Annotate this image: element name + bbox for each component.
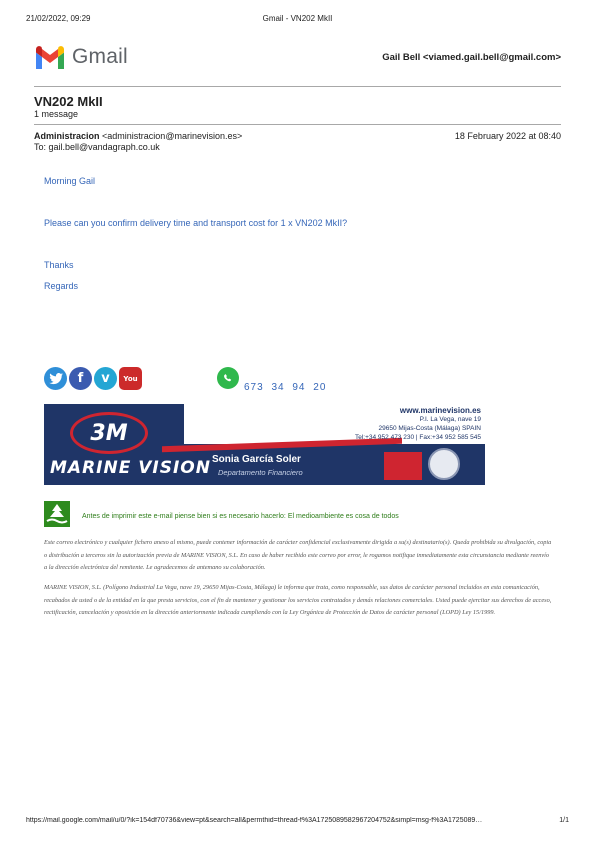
legal-disclaimer: Este correo electrónico y cualquier fichero anexo al mismo, puede contener información de carácter confidencial exclusivamente dirigida a su(s) destinatario(s). Queda prohibida su divulgación, copia o distribución a terceros sin la autorización previa de MARINE VISION, S.L. En caso de haber recibido este correo por error, le rogamos notifique inmediatamente esta circunstancia mediante reenvío a la dirección electrónica del remitente. Le agradecemos de antemano su colaboración. <box>44 539 552 571</box>
signature-person: Sonia García Soler <box>212 454 301 465</box>
body-line: Regards <box>44 281 79 291</box>
company-banner <box>44 404 485 485</box>
whatsapp-icon[interactable] <box>217 367 239 389</box>
address-line: 29650 Mijas-Costa (Málaga) SPAIN <box>378 425 481 432</box>
facebook-icon[interactable]: f <box>69 367 92 390</box>
print-title: Gmail - VN202 MkII <box>262 14 333 23</box>
sender-name: Administracion <box>34 131 100 141</box>
company-name: MARINE VISION <box>50 458 211 478</box>
recipient: To: gail.bell@vandagraph.co.uk <box>34 142 160 152</box>
gmail-m-icon <box>34 45 66 69</box>
message-date: 18 February 2022 at 08:40 <box>454 131 561 141</box>
print-url: https://mail.google.com/mail/u/0/?ik=154df70736&view=pt&search=all&permthid=thread-f%3A1725089582967204752&simpl=msg-f%3A1725089… <box>26 817 483 824</box>
twitter-icon[interactable] <box>44 367 67 390</box>
body-line: Please can you confirm delivery time and transport cost for 1 x VN202 MkII? <box>44 218 348 228</box>
company-url[interactable]: www.marinevision.es <box>399 406 481 415</box>
account-label: Gail Bell <viamed.gail.bell@gmail.com> <box>382 52 561 63</box>
vimeo-icon[interactable]: v <box>94 367 117 390</box>
sender-email: <administracion@marinevision.es> <box>102 131 243 141</box>
social-links <box>44 367 144 390</box>
gmail-wordmark: Gmail <box>72 45 128 68</box>
privacy-notice: MARINE VISION, S.L. (Polígono Industrial La Vega, nave 19, 29650 Mijas-Costa, Málaga) le informa que trata, como responsable, sus datos de carácter personal incluidos en esta comunicación, recabados de usted o de la entidad en la que presta servicios, con el fin de mantener y gestionar los servicios contratados y demás relaciones comerciales. Usted puede ejercitar sus derechos de acceso, rectificación, cancelación y oposición en la dirección anteriormente indicada cumpliendo con la Ley Orgánica de Protección de Datos de carácter personal (LOPD) Ley 15/1999. <box>44 584 552 616</box>
phone-number: 673 34 94 20 <box>244 382 327 393</box>
divider <box>34 86 561 87</box>
certification-seal <box>428 448 460 480</box>
thread-subject: VN202 MkII <box>34 94 103 109</box>
company-contact <box>355 406 481 442</box>
company-logo: 3M <box>70 412 148 454</box>
body-line: Morning Gail <box>44 176 96 186</box>
environment-icon <box>44 501 70 527</box>
page-number: 1/1 <box>559 817 569 824</box>
youtube-icon[interactable]: You <box>119 367 142 390</box>
divider <box>34 124 561 125</box>
address-line: P.I. La Vega, nave 19 <box>419 416 481 423</box>
sender <box>34 131 242 141</box>
environment-notice: Antes de imprimir este e-mail piense bien si es necesario hacerlo: El medioambiente es cosa de todos <box>82 513 399 520</box>
signature-department: Departamento Financiero <box>218 468 303 477</box>
tel-fax: Tel:+34 952 473 230 | Fax:+34 952 585 545 <box>354 434 481 441</box>
certification-badge <box>384 452 422 480</box>
print-header <box>26 14 569 26</box>
print-datetime: 21/02/2022, 09:29 <box>26 14 91 23</box>
body-line: Thanks <box>44 260 74 270</box>
print-footer <box>26 817 569 829</box>
gmail-logo <box>34 44 128 70</box>
message-count: 1 message <box>34 109 79 119</box>
